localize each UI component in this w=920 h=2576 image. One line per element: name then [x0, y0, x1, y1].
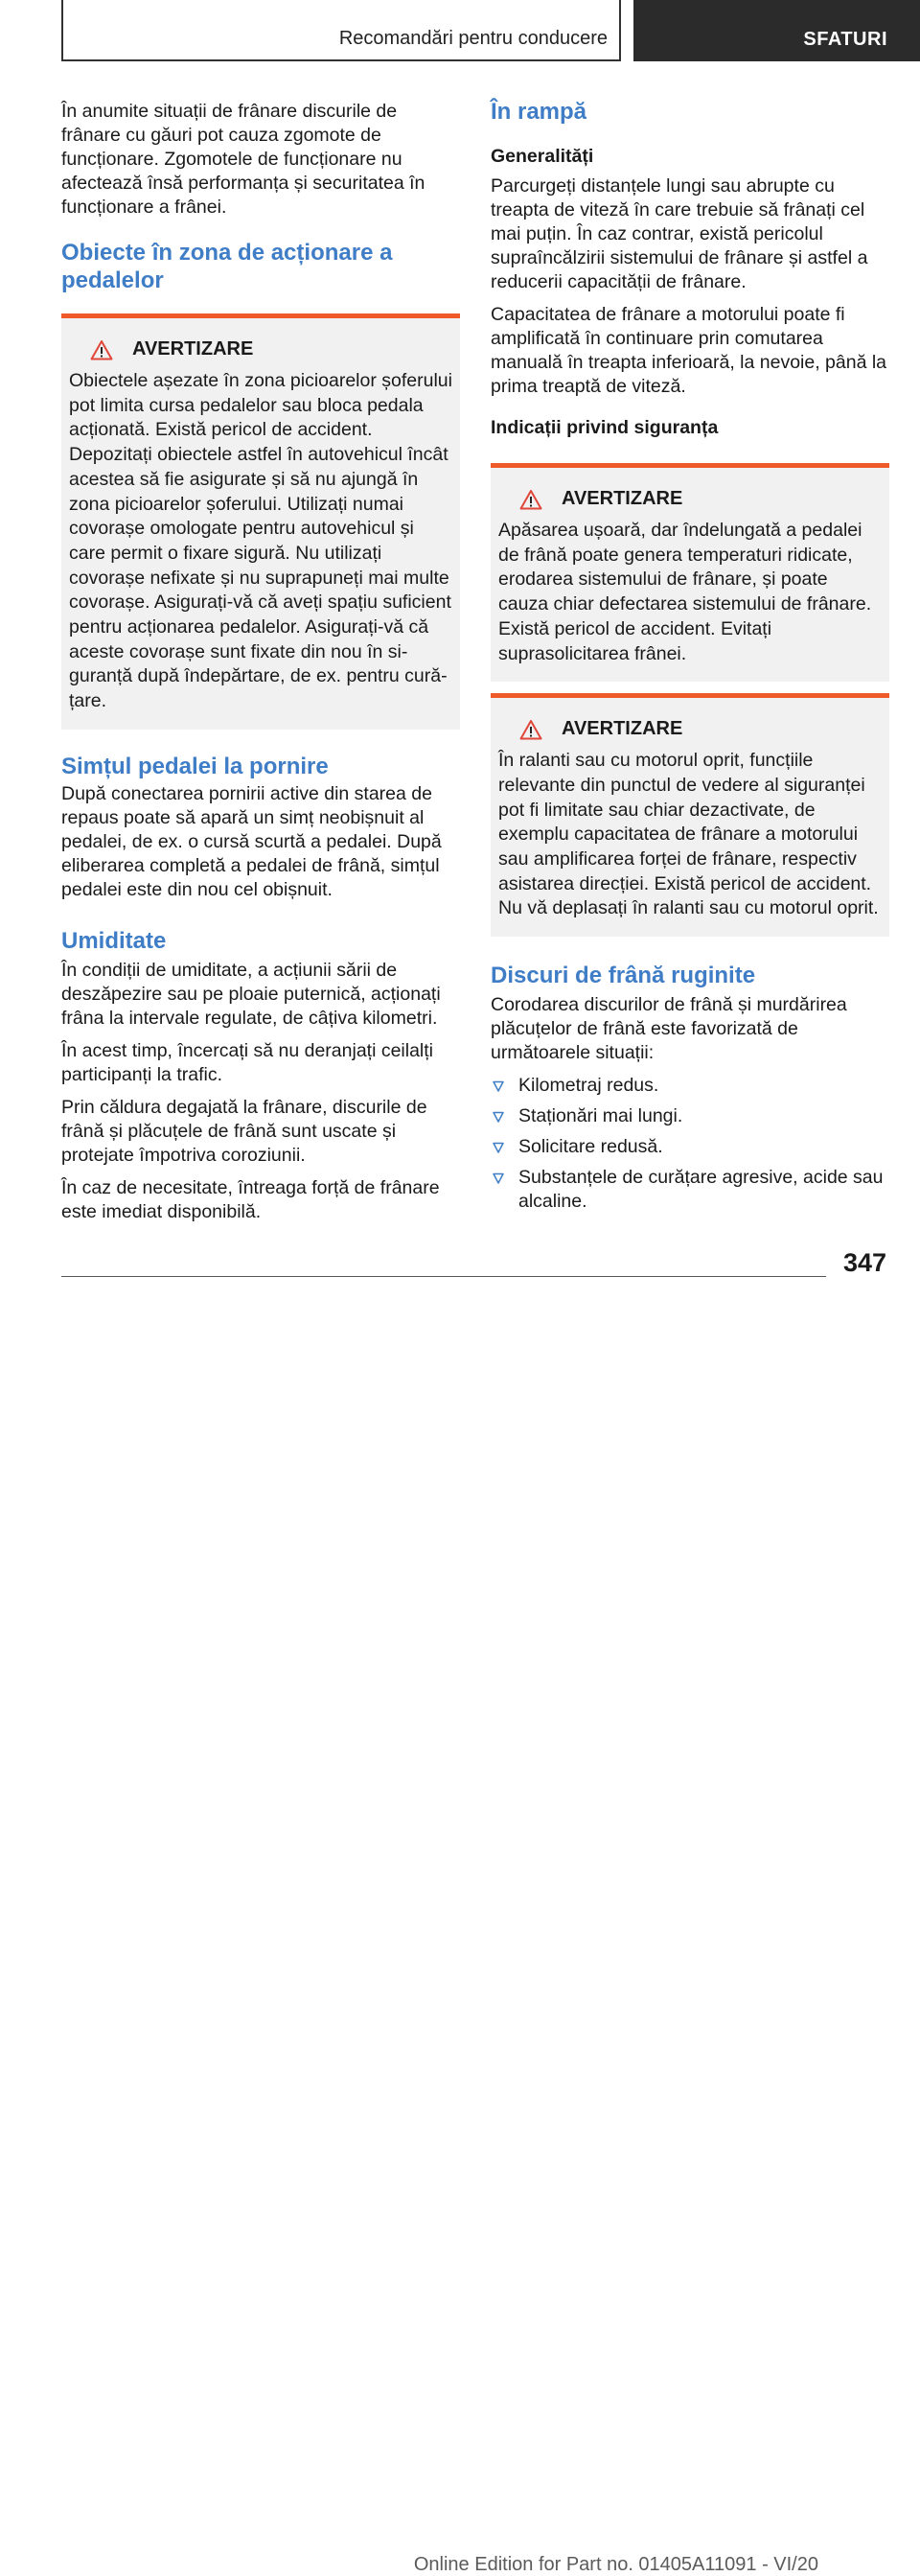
- section-tab: [633, 0, 920, 61]
- warning-triangle-icon: [519, 489, 542, 510]
- list-item-text: Kilometraj redus.: [518, 1075, 659, 1097]
- general-paragraph-2: Capacitatea de frânare a motorului poate fi amplificată în continuare prin comutarea manuală în treapta inferioară, la nevoie, până la prima treaptă de viteză.: [491, 304, 887, 397]
- triangle-bullet-icon: [493, 1111, 504, 1123]
- heading-humidity: Umiditate: [61, 927, 167, 954]
- humidity-paragraph-4: În caz de necesitate, întreaga forță de frânare este imediat disponibilă.: [61, 1176, 440, 1222]
- general-paragraph-1: Parcurgeți distanțele lungi sau abrupte cu treapta de viteză în care trebuie să frânați cel mai puțin. În caz contrar, există pericolul supraîncălzirii sistemului de frânare și astfel a reducerii capacității de frânare.: [491, 175, 868, 292]
- triangle-bullet-icon: [493, 1142, 504, 1153]
- intro-paragraph: În anumite situații de frânare discurile de frânare cu găuri pot cauza zgomote de funcționare. Zgomotele de funcționare nu afectează însă performanța și securitatea în funcționare a frânei.: [61, 101, 426, 218]
- warning-triangle-icon: [90, 339, 113, 360]
- right-column: [491, 96, 889, 1220]
- heading-pedal-feel: Simțul pedalei la pornire: [61, 753, 329, 779]
- section-title: SFATURI: [803, 29, 887, 50]
- rust-causes-list: [491, 1074, 889, 1214]
- list-item: [491, 1135, 889, 1159]
- page-number: 347: [843, 1248, 887, 1277]
- heading-objects: Obiecte în zona de acționare a pedalelor: [61, 240, 393, 293]
- list-item-text: Staționări mai lungi.: [518, 1105, 683, 1127]
- triangle-bullet-icon: [493, 1172, 504, 1184]
- warning-title: [90, 337, 452, 361]
- warning-text: În ralanti sau cu motorul oprit, funcțiile relevante din punctul de vedere al siguranței pot fi limitate sau chiar dezactivate, de exemplu capacitatea de frânare a motorului sau amplificarea forței de frânare, respectiv asistarea direcției. Există pericol de accident. Nu vă deplasați în ralanti sau cu motorul oprit.: [498, 750, 879, 919]
- warning-text: Obiectele așezate în zona picioarelor șoferului pot limita cursa pedalelor sau bloca pedala acționată. Există pericol de accident. Depozitați obiectele astfel în autovehicul încât acestea să fie asigurate și să nu ajungă în zona picioarelor șoferului. Utilizați numai covorașe omologate pentru autovehicul și care permit o fixare sigură. Nu utilizați covorașe nefixate și nu suprapuneți mai multe covorașe. Asigurați-vă că aveți spațiu suficient pentru acționarea pedalelor. Asigurați-vă că aceste covorașe sunt fixate din nou în siguranță după îndepărtare, de ex. pentru curățare.: [69, 370, 452, 712]
- list-item-text: Solicitare redusă.: [518, 1136, 663, 1158]
- warning-label: AVERTIZARE: [562, 718, 683, 740]
- rust-intro-paragraph: Corodarea discurilor de frână și murdărirea plăcuțelor de frână este favorizată de următoarele situații:: [491, 994, 847, 1064]
- subheading-general: Generalități: [491, 146, 594, 167]
- warning-text: Apăsarea ușoară, dar îndelungată a pedalei de frână poate genera temperaturi ridicate, erodarea sistemului de frânare, și poate cauza chiar defectarea sistemului de frânare. Există pericol de accident. Evitați suprasolicitarea frânei.: [498, 520, 872, 664]
- warning-triangle-icon: [519, 719, 542, 740]
- triangle-bullet-icon: [493, 1080, 504, 1092]
- subheading-safety: Indicații privind siguranța: [491, 417, 719, 438]
- list-item: [491, 1074, 889, 1098]
- heading-ramp: În rampă: [491, 99, 587, 125]
- heading-rusty-discs: Discuri de frână ruginite: [491, 963, 756, 989]
- humidity-paragraph-1: În condiții de umiditate, a acțiunii sării de deszăpezire sau pe ploaie puternică, acționați frâna la intervale regulate, de câțiva kilometri.: [61, 959, 441, 1029]
- chapter-tab: [61, 0, 621, 61]
- edition-text: Online Edition for Part no. 01405A11091 - VI/20: [413, 2554, 818, 2575]
- warning-box-idle: [491, 693, 889, 937]
- warning-box-brake-overload: [491, 463, 889, 682]
- warning-label: AVERTIZARE: [562, 488, 683, 509]
- page-header: [0, 0, 920, 63]
- list-item: [491, 1104, 889, 1128]
- humidity-paragraph-2: În acest timp, încercați să nu deranjați ceilalți participanți la trafic.: [61, 1039, 434, 1085]
- footer-divider: [61, 1276, 826, 2575]
- humidity-paragraph-3: Prin căldura degajată la frânare, discurile de frână și plăcuțele de frână sunt uscate și protejate împotriva coroziunii.: [61, 1096, 427, 1166]
- chapter-title: Recomandări pentru conducere: [338, 28, 608, 49]
- warning-label: AVERTIZARE: [132, 338, 254, 360]
- warning-title: [519, 717, 882, 741]
- left-column: [61, 96, 460, 1233]
- warning-box-objects: [61, 313, 460, 730]
- list-item: [491, 1166, 889, 1214]
- list-item-text: Substanțele de curățare agresive, acide sau alcaline.: [518, 1167, 884, 1213]
- warning-title: [519, 487, 882, 511]
- pedal-paragraph: După conectarea pornirii active din starea de repaus poate să apară un simț neobișnuit al pedalei, de ex. o cursă scurtă a pedalei. După eliberarea completă a pedalei de frână, simțul pedalei este din nou cel obișnuit.: [61, 782, 442, 900]
